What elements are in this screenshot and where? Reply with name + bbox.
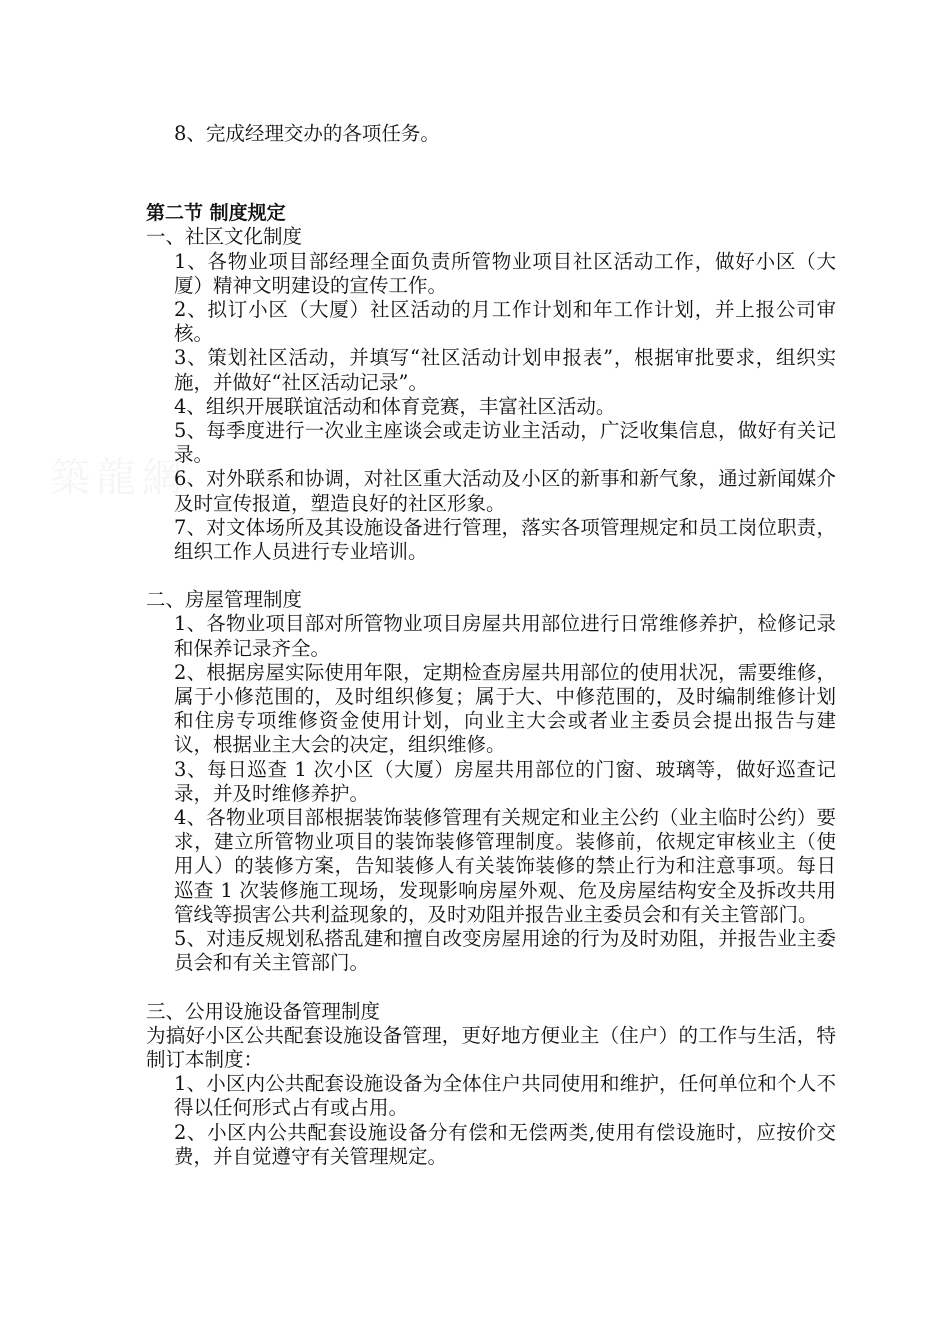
- list-item: 2、小区内公共配套设施设备分有偿和无偿两类,使用有偿设施时，应按价交费，并自觉遵守有关管理规定。: [174, 1120, 836, 1168]
- list-item: 1、小区内公共配套设施设备为全体住户共同使用和维护，任何单位和个人不得以任何形式占有或占用。: [174, 1072, 836, 1120]
- list-item: 1、各物业项目部经理全面负责所管物业项目社区活动工作，做好小区（大厦）精神文明建设的宣传工作。: [174, 249, 836, 297]
- list-item: 2、根据房屋实际使用年限，定期检查房屋共用部位的使用状况，需要维修，属于小修范围的，及时组织修复；属于大、中修范围的，及时编制维修计划和住房专项维修资金使用计划，向业主大会或者业主委员会提出报告与建议，根据业主大会的决定，组织维修。: [174, 660, 836, 757]
- watermark: 築龍網: [50, 455, 188, 501]
- duty-item-8: 8、完成经理交办的各项任务。: [174, 122, 440, 145]
- list-item: 3、每日巡查 1 次小区（大厦）房屋共用部位的门窗、玻璃等，做好巡查记录，并及时维修养护。: [174, 757, 836, 805]
- list-item: 4、组织开展联谊活动和体育竞赛，丰富社区活动。: [174, 394, 616, 418]
- list-item: 4、各物业项目部根据装饰装修管理有关规定和业主公约（业主临时公约）要求，建立所管物业项目的装饰装修管理制度。装修前，依规定审核业主（使用人）的装修方案，告知装修人有关装饰装修的禁止行为和注意事项。每日巡查 1 次装修施工现场，发现影响房屋外观、危及房屋结构安全及拆改共用管线等损害公共利益现象的，及时劝阻并报告业主委员会和有关主管部门。: [174, 806, 836, 926]
- housing-management-list: [146, 612, 836, 975]
- spacer: [146, 564, 836, 588]
- list-item: 1、各物业项目部对所管物业项目房屋共用部位进行日常维修养护，检修记录和保养记录齐全。: [174, 612, 836, 660]
- facilities-intro: 为搞好小区公共配套设施设备管理，更好地方便业主（住户）的工作与生活，特制订本制度：: [146, 1023, 836, 1071]
- list-item: 2、拟订小区（大厦）社区活动的月工作计划和年工作计划，并上报公司审核。: [174, 298, 836, 346]
- spacer: [146, 976, 836, 1000]
- facilities-management-heading: 三、公用设施设备管理制度: [146, 999, 381, 1023]
- list-item: 5、对违反规划私搭乱建和擅自改变房屋用途的行为及时劝阻，并报告业主委员会和有关主管部门。: [174, 927, 836, 975]
- facilities-management-list: [146, 1072, 836, 1169]
- list-item: 5、每季度进行一次业主座谈会或走访业主活动，广泛收集信息，做好有关记录。: [174, 419, 836, 467]
- document-body: [146, 122, 836, 1169]
- list-item: 7、对文体场所及其设施设备进行管理，落实各项管理规定和员工岗位职责，组织工作人员进行专业培训。: [174, 515, 836, 564]
- housing-management-heading: 二、房屋管理制度: [146, 588, 303, 612]
- list-item: 6、对外联系和协调，对社区重大活动及小区的新事和新气象，通过新闻媒介及时宣传报道，塑造良好的社区形象。: [174, 467, 836, 515]
- community-culture-list: [146, 250, 836, 565]
- section-title: 第二节 制度规定: [146, 202, 286, 225]
- list-item: 3、策划社区活动，并填写“社区活动计划申报表”，根据审批要求，组织实施，并做好“社区活动记录”。: [174, 346, 836, 394]
- community-culture-heading: 一、社区文化制度: [146, 225, 303, 249]
